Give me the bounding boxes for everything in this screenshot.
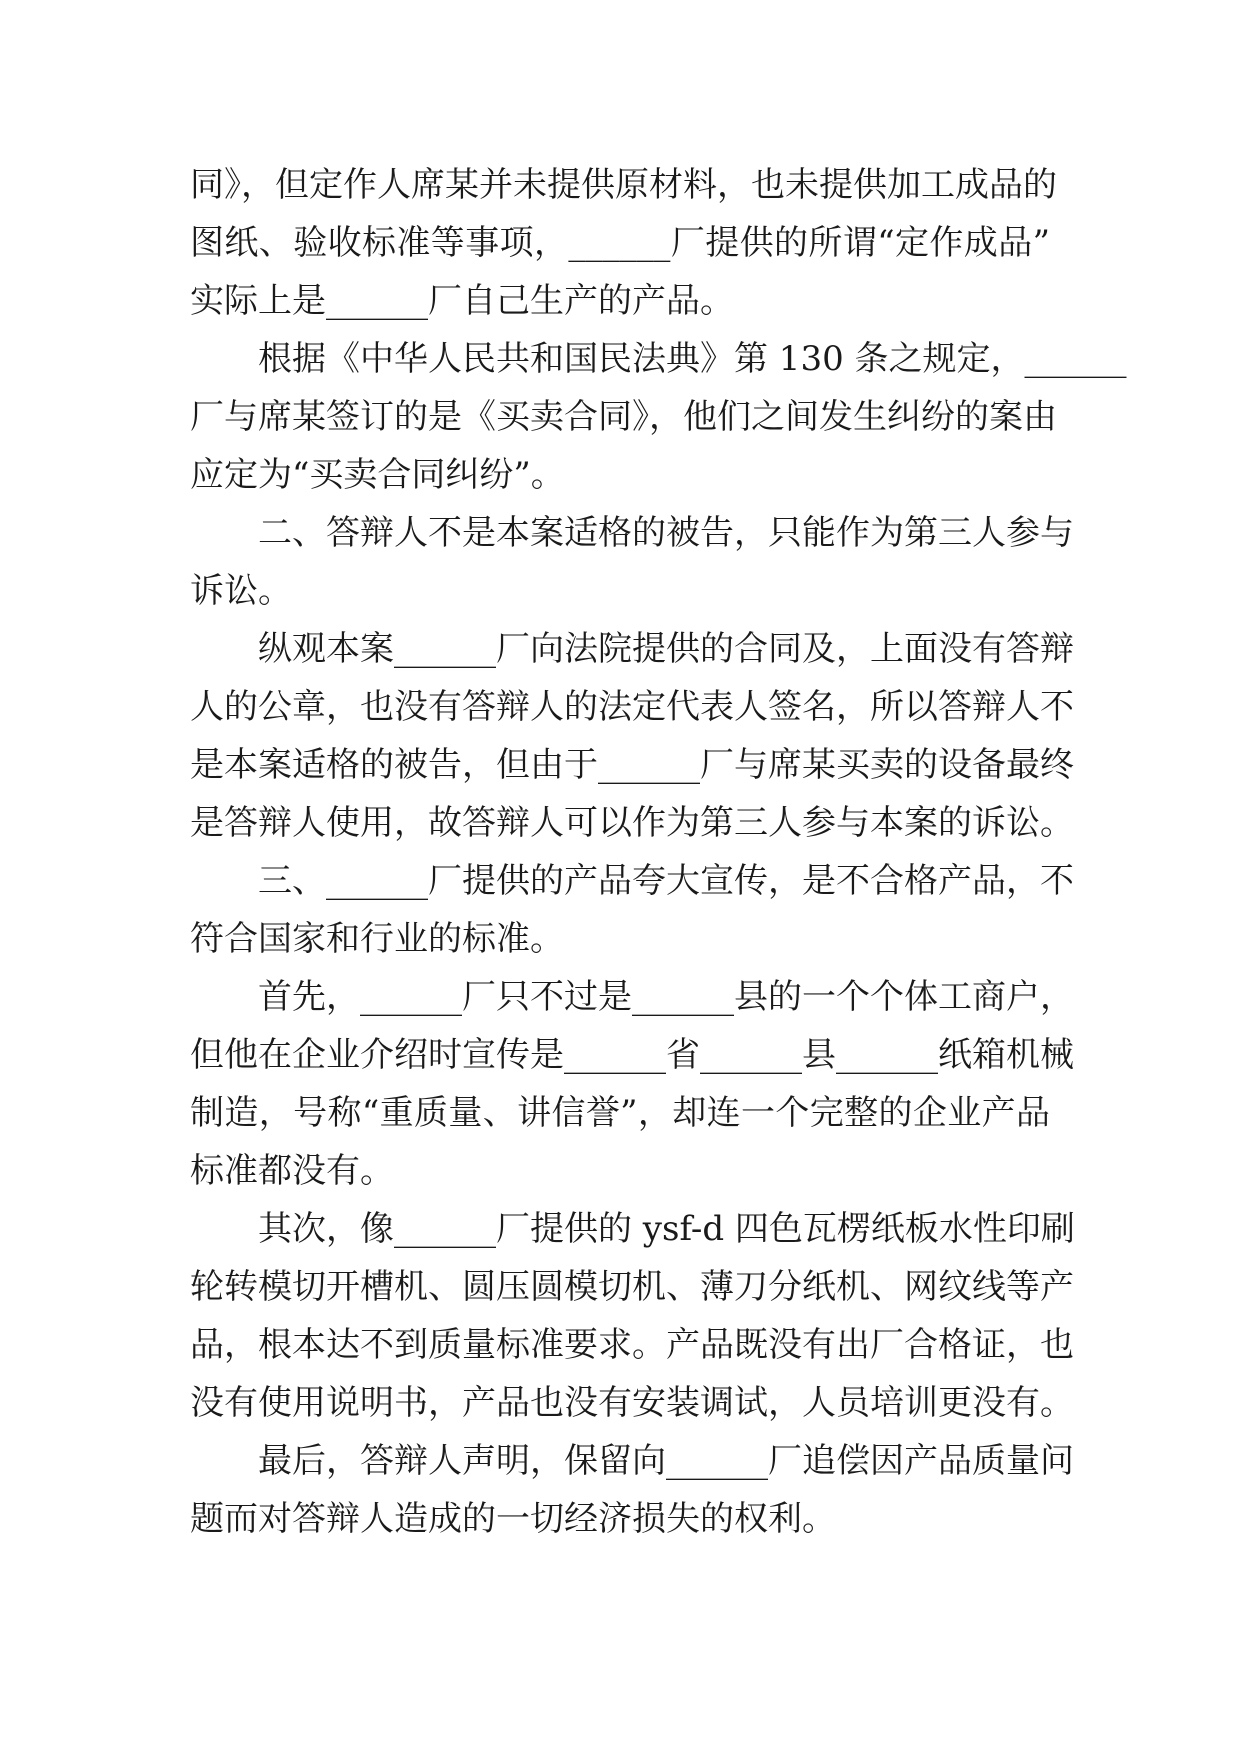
text-line: 最后，答辩人声明，保留向______厂追偿因产品质量问 [258, 1441, 1074, 1481]
text-line: 品，根本达不到质量标准要求。产品既没有出厂合格证，也 [190, 1325, 1074, 1365]
document-body [190, 156, 1127, 1548]
text-line: 三、______厂提供的产品夸大宣传，是不合格产品，不 [258, 861, 1074, 901]
text-line: 标准都没有。 [190, 1151, 394, 1191]
text-line: 图纸、验收标准等事项，______厂提供的所谓“定作成品” [190, 223, 1050, 263]
text-line: 同》，但定作人席某并未提供原材料，也未提供加工成品的 [190, 165, 1057, 205]
text-line: 根据《中华人民共和国民法典》第 130 条之规定，______ [258, 339, 1127, 379]
text-line: 纵观本案______厂向法院提供的合同及，上面没有答辩 [258, 629, 1074, 669]
text-line: 轮转模切开槽机、圆压圆模切机、薄刀分纸机、网纹线等产 [190, 1267, 1074, 1307]
text-line: 但他在企业介绍时宣传是______省______县______纸箱机械 [190, 1035, 1074, 1075]
text-line: 诉讼。 [190, 571, 292, 611]
text-line: 题而对答辩人造成的一切经济损失的权利。 [190, 1499, 836, 1539]
text-line: 二、答辩人不是本案适格的被告，只能作为第三人参与 [258, 513, 1074, 553]
text-line: 首先，______厂只不过是______县的一个个体工商户， [258, 977, 1074, 1017]
text-line: 制造，号称“重质量、讲信誉”，却连一个完整的企业产品 [190, 1093, 1050, 1133]
text-line: 人的公章，也没有答辩人的法定代表人签名，所以答辩人不 [190, 687, 1074, 727]
text-line: 厂与席某签订的是《买卖合同》，他们之间发生纠纷的案由 [190, 397, 1057, 437]
text-line: 实际上是______厂自己生产的产品。 [190, 281, 734, 321]
text-line: 符合国家和行业的标准。 [190, 919, 564, 959]
text-line: 其次，像______厂提供的 ysf-d 四色瓦楞纸板水性印刷 [258, 1209, 1075, 1249]
text-line: 是答辩人使用，故答辩人可以作为第三人参与本案的诉讼。 [190, 803, 1074, 843]
text-line: 没有使用说明书，产品也没有安装调试，人员培训更没有。 [190, 1383, 1074, 1423]
text-line: 应定为“买卖合同纠纷”。 [190, 455, 565, 495]
text-line: 是本案适格的被告，但由于______厂与席某买卖的设备最终 [190, 745, 1074, 785]
